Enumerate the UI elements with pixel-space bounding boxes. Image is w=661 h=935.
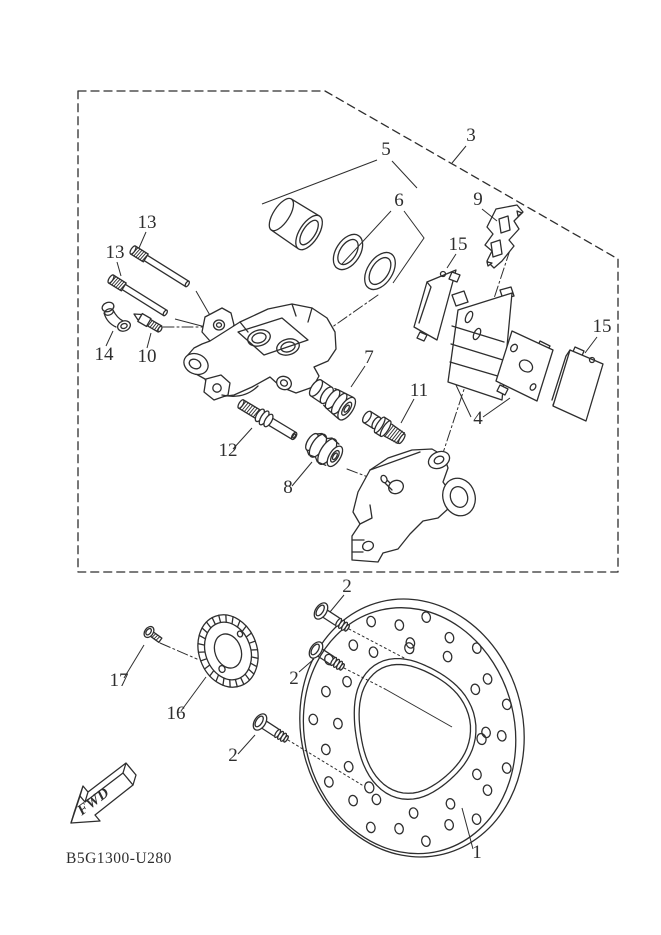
fwd-label: FWD (74, 784, 113, 819)
piston-seal-outer (358, 247, 401, 295)
diagram-code: B5G1300-U280 (66, 850, 172, 867)
callout-13-upper: 13 (137, 212, 157, 233)
pad-pin-bolt (235, 396, 300, 443)
callout-2-middle: 2 (289, 668, 299, 689)
stopper-bolt (360, 408, 409, 448)
pad-shim-left (414, 270, 460, 341)
callout-16: 16 (166, 703, 186, 724)
caliper-bracket (352, 448, 480, 562)
callout-15-right: 15 (592, 316, 612, 337)
callout-2-top: 2 (342, 576, 352, 597)
callout-14: 14 (94, 344, 114, 365)
sensor-rotor (188, 606, 268, 695)
disc-bolt-bottom (250, 711, 292, 747)
sensor-screw (142, 625, 164, 645)
bellows-boot (300, 427, 347, 471)
caliper-piston (264, 194, 328, 254)
callout-2-bottom: 2 (228, 745, 238, 766)
callout-8: 8 (283, 477, 293, 498)
callout-4: 4 (473, 408, 483, 429)
slide-pin-upper (129, 245, 191, 289)
callout-10: 10 (137, 346, 157, 367)
pad-spring (485, 205, 523, 268)
callout-11: 11 (409, 380, 429, 401)
bleed-screw (132, 310, 164, 334)
callout-6: 6 (394, 190, 404, 211)
callout-5: 5 (381, 139, 391, 160)
callout-17: 17 (109, 670, 129, 691)
callout-15-left: 15 (448, 234, 468, 255)
pad-shim-right (552, 347, 603, 421)
fwd-arrow (71, 763, 136, 823)
slide-pin-lower (107, 274, 169, 318)
brake-disc (273, 575, 551, 881)
callout-1: 1 (472, 842, 482, 863)
callout-3: 3 (466, 125, 476, 146)
callout-9: 9 (473, 189, 483, 210)
bleed-screw-cap (101, 301, 132, 333)
callout-7: 7 (364, 347, 374, 368)
piston-seal-inner (327, 229, 368, 275)
callout-13-lower: 13 (105, 242, 125, 263)
callout-12: 12 (218, 440, 238, 461)
